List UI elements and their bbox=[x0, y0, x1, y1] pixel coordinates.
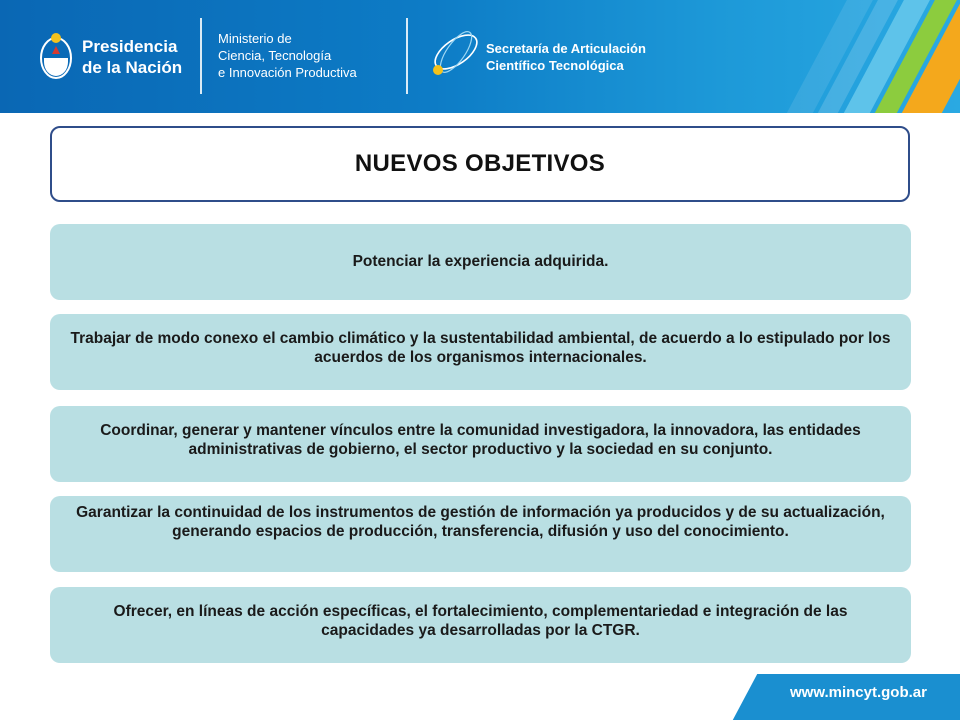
presidencia-label bbox=[82, 36, 182, 78]
ministerio-line-2: Ciencia, Tecnología bbox=[218, 48, 332, 63]
header-divider bbox=[200, 18, 202, 94]
orbit-icon bbox=[424, 24, 484, 84]
objective-text: Coordinar, generar y mantener vínculos entre la comunidad investigadora, la innovadora, las entidades administrativas de gobierno, el sector productivo y la sociedad en su conjunto. bbox=[100, 422, 861, 458]
presidencia-line-1: Presidencia bbox=[82, 37, 178, 56]
objective-item-4 bbox=[50, 496, 911, 572]
website-url[interactable]: www.mincyt.gob.ar bbox=[790, 684, 927, 701]
ministerio-line-3: e Innovación Productiva bbox=[218, 65, 357, 80]
presidencia-line-2: de la Nación bbox=[82, 58, 183, 77]
ministerio-line-1: Ministerio de bbox=[218, 31, 292, 46]
page-title: NUEVOS OBJETIVOS bbox=[354, 150, 606, 177]
secretaria-line-2: Científico Tecnológica bbox=[486, 58, 624, 73]
objective-text: Garantizar la continuidad de los instrumentos de gestión de información ya producidos y de su actualización, generando espacios de producción, transferencia, difusión y uso del conocimiento. bbox=[76, 504, 885, 540]
secretaria-label bbox=[486, 40, 646, 74]
objective-text: Trabajar de modo conexo el cambio climático y la sustentabilidad ambiental, de acuerdo a lo estipulado por los acuerdos de los organismos internacionales. bbox=[70, 330, 891, 366]
ministerio-label bbox=[218, 30, 357, 81]
objective-text: Potenciar la experiencia adquirida. bbox=[352, 252, 609, 270]
objective-item-1 bbox=[50, 224, 911, 300]
objective-item-3 bbox=[50, 406, 911, 482]
objective-item-2 bbox=[50, 314, 911, 390]
argentina-coat-of-arms-icon bbox=[38, 28, 74, 82]
title-box bbox=[50, 126, 910, 202]
objective-text: Ofrecer, en líneas de acción específicas, el fortalecimiento, complementariedad e integración de las capacidades ya desarrolladas por la CTGR. bbox=[113, 603, 848, 639]
header-banner bbox=[0, 0, 960, 113]
secretaria-line-1: Secretaría de Articulación bbox=[486, 41, 646, 56]
header-divider bbox=[406, 18, 408, 94]
objective-item-5 bbox=[50, 587, 911, 663]
